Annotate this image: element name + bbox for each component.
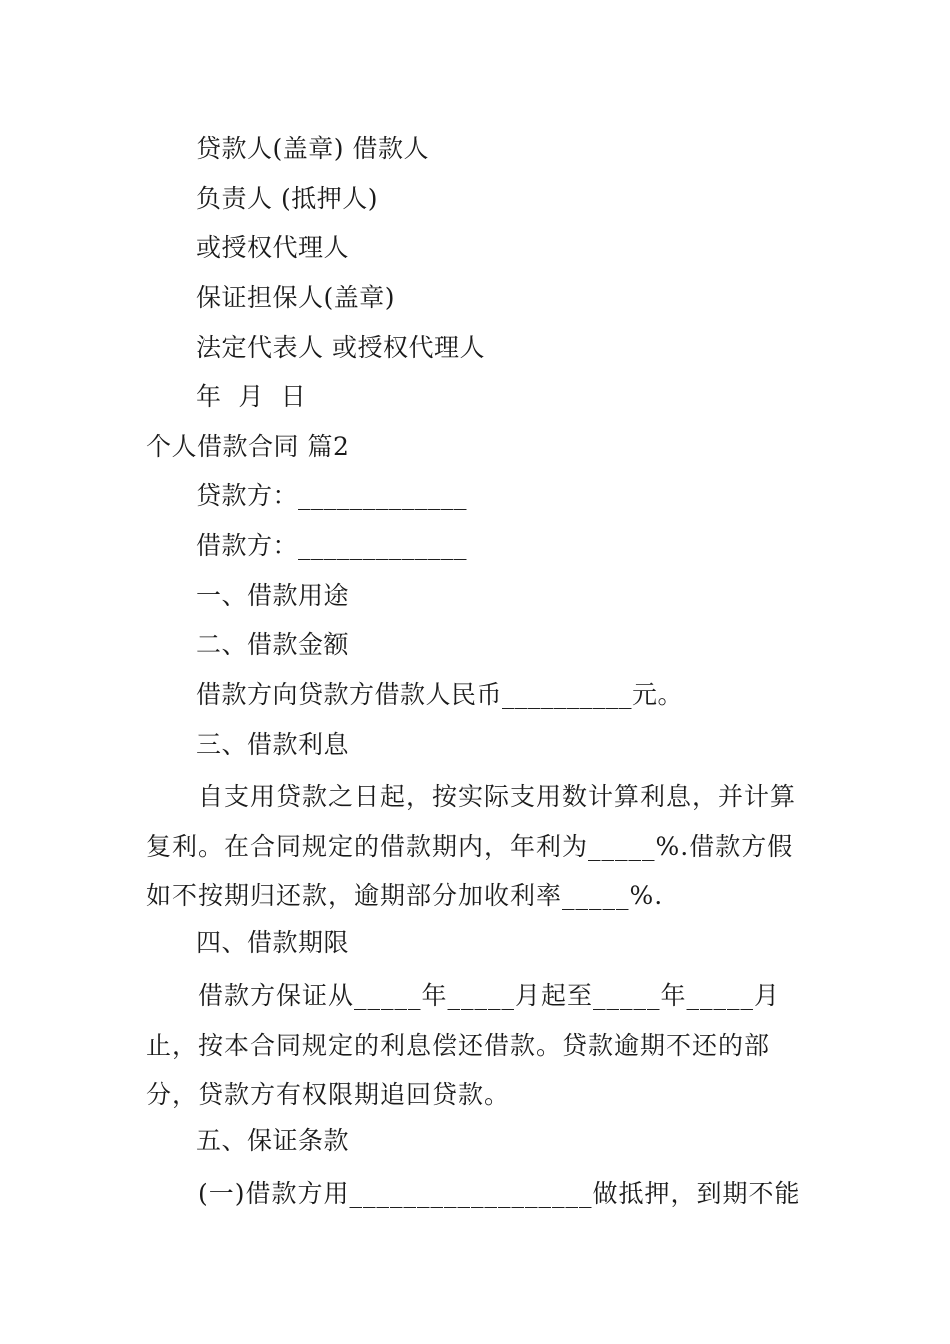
section-text-interest: 自支用贷款之日起，按实际支用数计算利息，并计算复利。在合同规定的借款期内，年利为_____%.借款方假如不按期归还款，逾期部分加收利率_____%. bbox=[146, 782, 797, 910]
signature-date: 年 月 日 bbox=[196, 382, 307, 411]
signature-responsible-person: 负责人 (抵押人) bbox=[196, 184, 378, 213]
lender-field: 贷款方：_____________ bbox=[196, 481, 468, 510]
section-heading-amount: 二、借款金额 bbox=[196, 630, 350, 659]
signature-lender-borrower: 贷款人(盖章) 借款人 bbox=[196, 134, 429, 163]
section-heading-term: 四、借款期限 bbox=[196, 928, 350, 957]
signature-legal-representative: 法定代表人 或授权代理人 bbox=[196, 333, 485, 362]
contract-title: 个人借款合同 篇2 bbox=[146, 432, 350, 461]
section-heading-guarantee: 五、保证条款 bbox=[196, 1126, 350, 1155]
section-text-term: 借款方保证从_____年_____月起至_____年_____月止，按本合同规定的利息偿还借款。贷款逾期不还的部分，贷款方有权限期追回贷款。 bbox=[146, 981, 781, 1109]
signature-authorized-agent: 或授权代理人 bbox=[196, 233, 350, 262]
section-text-amount: 借款方向贷款方借款人民币__________元。 bbox=[196, 680, 684, 709]
section-heading-purpose: 一、借款用途 bbox=[196, 581, 350, 610]
signature-guarantor: 保证担保人(盖章) bbox=[196, 283, 396, 312]
section-heading-interest: 三、借款利息 bbox=[196, 730, 350, 759]
borrower-field: 借款方：_____________ bbox=[196, 531, 468, 560]
section-text-guarantee: (一)借款方用__________________做抵押，到期不能 bbox=[198, 1179, 801, 1208]
